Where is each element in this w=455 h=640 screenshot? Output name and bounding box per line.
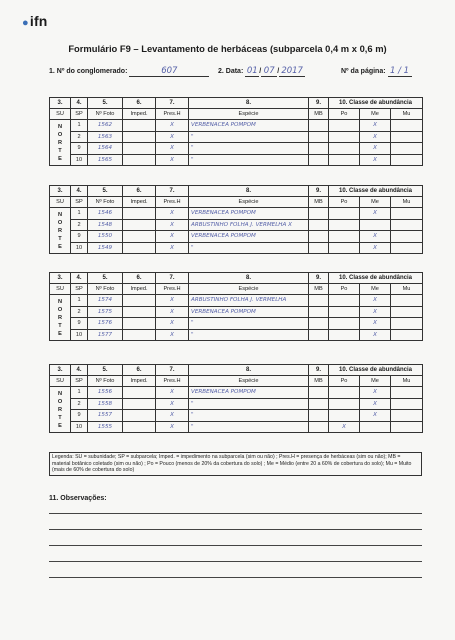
especie-cell[interactable]: VERBENACEA POMPOM [189,208,309,220]
foto-cell[interactable]: 1577 [88,329,123,341]
me-cell[interactable]: X [360,410,391,422]
po-header: Po [329,284,360,295]
su-table [49,97,423,166]
mu-cell[interactable] [391,306,423,318]
especie-cell[interactable]: VERBENACEA POMPOM [189,387,309,399]
table-row [50,143,423,155]
mb-cell[interactable] [309,154,329,166]
especie-cell[interactable]: ARBUSTINHO FOLHA J. VERMELHA X [189,219,309,231]
pres-header: Pres.H [156,284,189,295]
mb-cell[interactable] [309,421,329,433]
column-number: 7. [156,273,189,284]
column-number: 7. [156,365,189,376]
column-number: 4. [71,186,88,197]
su-norte-cell [50,208,71,254]
mu-cell[interactable] [391,219,423,231]
form-title: Formulário F9 – Levantamento de herbáceas (subparcela 0,4 m x 0,6 m) [68,43,387,54]
pres-cell[interactable]: X [156,231,189,243]
column-number: 5. [88,186,123,197]
me-cell[interactable]: X [360,329,391,341]
su-letter: O [57,219,63,226]
mu-cell[interactable] [391,242,423,254]
foto-cell[interactable]: 1548 [88,219,123,231]
mb-cell[interactable] [309,410,329,422]
imped-cell[interactable] [123,131,156,143]
po-cell[interactable] [329,154,360,166]
mb-header: MB [309,109,329,120]
page-number-field [341,66,412,77]
po-cell[interactable] [329,318,360,330]
table-row [50,410,423,422]
mu-cell[interactable] [391,120,423,132]
pres-cell[interactable]: X [156,421,189,433]
mu-cell[interactable] [391,131,423,143]
foto-header: Nº Foto [88,109,123,120]
pres-cell[interactable]: X [156,387,189,399]
imped-cell[interactable] [123,219,156,231]
table-row [50,131,423,143]
especie-cell[interactable]: VERBENACEA POMPOM [189,231,309,243]
su-header: SU [50,284,71,295]
me-cell[interactable]: X [360,295,391,307]
me-cell[interactable]: X [360,318,391,330]
sp-header: SP [71,284,88,295]
po-cell[interactable] [329,231,360,243]
abundance-header: 10. Classe de abundância [329,365,423,376]
me-cell[interactable]: X [360,398,391,410]
sp-cell: 1 [71,208,88,220]
column-number: 4. [71,365,88,376]
mu-header: Mu [391,376,423,387]
su-letter: T [58,322,62,329]
column-number: 6. [123,186,156,197]
column-number: 5. [88,365,123,376]
sp-cell: 10 [71,154,88,166]
su-letter: R [57,139,63,146]
mu-cell[interactable] [391,143,423,155]
table-row [50,154,423,166]
imped-cell[interactable] [123,329,156,341]
sp-header: SP [71,109,88,120]
table-row [50,295,423,307]
mu-cell[interactable] [391,231,423,243]
sp-cell: 1 [71,120,88,132]
foto-cell[interactable]: 1556 [88,387,123,399]
sp-cell: 10 [71,329,88,341]
column-number: 7. [156,186,189,197]
sp-cell: 2 [71,306,88,318]
abundance-header: 10. Classe de abundância [329,186,423,197]
me-cell[interactable]: X [360,208,391,220]
mu-cell[interactable] [391,398,423,410]
pres-cell[interactable]: X [156,143,189,155]
especie-cell[interactable]: " [189,318,309,330]
especie-cell[interactable]: " [189,131,309,143]
pres-cell[interactable]: X [156,208,189,220]
mb-cell[interactable] [309,387,329,399]
pres-cell[interactable]: X [156,329,189,341]
mu-cell[interactable] [391,295,423,307]
sp-cell: 2 [71,398,88,410]
su-letter: N [57,123,63,130]
especie-cell[interactable]: " [189,410,309,422]
column-number: 6. [123,273,156,284]
me-cell[interactable] [360,421,391,433]
legend: Legenda: SU = subunidade; SP = subparcela; Imped. = impedimento na subparcela (sim ou não) ; Pres.H = presença de herbáceas (sim ou não); MB = material botânico coletado (sim ou não) ; Po = Pouco (menos de 20% da cobertura do solo) ; Me = Médio (entre 20 a 60% de cobertura do solo); Mu = Muito (mais de 60% de cobertura do solo) [49,452,422,476]
especie-header: Espécie [189,109,309,120]
foto-cell[interactable]: 1557 [88,410,123,422]
imped-cell[interactable] [123,143,156,155]
su-header: SU [50,376,71,387]
me-cell[interactable]: X [360,154,391,166]
mb-cell[interactable] [309,329,329,341]
mu-cell[interactable] [391,421,423,433]
column-number: 9. [309,365,329,376]
especie-cell[interactable]: VERBENACEA POMPOM [189,306,309,318]
imped-cell[interactable] [123,306,156,318]
pres-cell[interactable]: X [156,410,189,422]
su-header: SU [50,109,71,120]
sp-header: SP [71,197,88,208]
conglomerado-field [49,66,209,77]
especie-header: Espécie [189,376,309,387]
su-table [49,364,423,433]
po-cell[interactable] [329,120,360,132]
mb-cell[interactable] [309,318,329,330]
mu-header: Mu [391,109,423,120]
su-letter: N [57,298,63,305]
imped-header: Imped. [123,376,156,387]
foto-cell[interactable]: 1550 [88,231,123,243]
mu-header: Mu [391,197,423,208]
imped-cell[interactable] [123,295,156,307]
su-letter: N [57,390,63,397]
su-table [49,185,423,254]
mu-header: Mu [391,284,423,295]
sp-cell: 9 [71,143,88,155]
observacoes-line[interactable] [49,513,422,514]
observacoes-line[interactable] [49,561,422,562]
sp-cell: 10 [71,421,88,433]
mb-cell[interactable] [309,131,329,143]
su-letter: O [57,398,63,405]
pres-cell[interactable]: X [156,318,189,330]
sp-cell: 9 [71,318,88,330]
pres-cell[interactable]: X [156,398,189,410]
page-number-value[interactable]: 1 / 1 [388,66,412,77]
mb-header: MB [309,197,329,208]
foto-cell[interactable]: 1564 [88,143,123,155]
mb-cell[interactable] [309,398,329,410]
mb-header: MB [309,376,329,387]
me-cell[interactable]: X [360,306,391,318]
pres-cell[interactable]: X [156,219,189,231]
me-cell[interactable]: X [360,143,391,155]
foto-cell[interactable]: 1549 [88,242,123,254]
su-letter: T [58,147,62,154]
su-letter: R [57,406,63,413]
imped-cell[interactable] [123,120,156,132]
column-number: 6. [123,98,156,109]
su-letter: E [58,243,62,250]
page-number-label: Nº da página: [341,68,386,75]
mb-cell[interactable] [309,143,329,155]
column-number: 9. [309,98,329,109]
foto-cell[interactable]: 1576 [88,318,123,330]
mu-cell[interactable] [391,154,423,166]
table-row [50,242,423,254]
foto-header: Nº Foto [88,376,123,387]
me-header: Me [360,197,391,208]
foto-cell[interactable]: 1565 [88,154,123,166]
po-cell[interactable] [329,410,360,422]
column-number: 8. [189,273,309,284]
su-header: SU [50,197,71,208]
table-row [50,398,423,410]
imped-cell[interactable] [123,242,156,254]
column-number: 9. [309,186,329,197]
foto-header: Nº Foto [88,197,123,208]
mu-cell[interactable] [391,208,423,220]
especie-cell[interactable]: VERBENACEA POMPOM [189,120,309,132]
mb-cell[interactable] [309,208,329,220]
sp-header: SP [71,376,88,387]
mu-cell[interactable] [391,318,423,330]
po-cell[interactable] [329,306,360,318]
abundance-header: 10. Classe de abundância [329,98,423,109]
abundance-header: 10. Classe de abundância [329,273,423,284]
su-letter: E [58,330,62,337]
me-header: Me [360,284,391,295]
imped-cell[interactable] [123,231,156,243]
column-number: 5. [88,98,123,109]
me-cell[interactable]: X [360,387,391,399]
especie-cell[interactable]: " [189,398,309,410]
foto-cell[interactable]: 1562 [88,120,123,132]
imped-cell[interactable] [123,398,156,410]
especie-header: Espécie [189,284,309,295]
pres-cell[interactable]: X [156,295,189,307]
column-number: 6. [123,365,156,376]
foto-cell[interactable]: 1558 [88,398,123,410]
mb-cell[interactable] [309,242,329,254]
me-header: Me [360,109,391,120]
sp-cell: 2 [71,219,88,231]
mb-header: MB [309,284,329,295]
po-cell[interactable] [329,219,360,231]
mb-cell[interactable] [309,295,329,307]
mu-cell[interactable] [391,387,423,399]
su-letter: T [58,414,62,421]
foto-cell[interactable]: 1563 [88,131,123,143]
column-number: 8. [189,186,309,197]
observacoes-line[interactable] [49,577,422,578]
date-day[interactable]: 01 [246,66,258,76]
po-cell[interactable] [329,398,360,410]
column-number: 3. [50,365,71,376]
mu-cell[interactable] [391,410,423,422]
column-number: 8. [189,365,309,376]
column-number: 5. [88,273,123,284]
foto-cell[interactable]: 1574 [88,295,123,307]
observacoes-label: 11. Observações: [49,495,107,502]
especie-cell[interactable]: " [189,242,309,254]
logo-mark-icon: ● [22,17,29,29]
po-cell[interactable] [329,329,360,341]
su-letter: T [58,235,62,242]
po-header: Po [329,197,360,208]
ifn-logo [22,13,48,29]
date-year[interactable]: 2017 [279,66,305,77]
pres-cell[interactable]: X [156,306,189,318]
imped-header: Imped. [123,197,156,208]
pres-header: Pres.H [156,197,189,208]
imped-cell[interactable] [123,318,156,330]
pres-cell[interactable]: X [156,242,189,254]
mu-cell[interactable] [391,329,423,341]
me-cell[interactable]: X [360,120,391,132]
su-norte-cell [50,120,71,166]
su-letter: R [57,227,63,234]
mb-cell[interactable] [309,231,329,243]
column-number: 9. [309,273,329,284]
table-row [50,421,423,433]
column-number: 8. [189,98,309,109]
sp-cell: 2 [71,131,88,143]
foto-cell[interactable]: 1575 [88,306,123,318]
su-letter: E [58,422,62,429]
sp-cell: 9 [71,410,88,422]
table-row [50,387,423,399]
table-row [50,231,423,243]
column-number: 3. [50,186,71,197]
observacoes-line[interactable] [49,545,422,546]
especie-cell[interactable]: " [189,329,309,341]
especie-cell[interactable]: " [189,421,309,433]
su-letter: O [57,131,63,138]
po-cell[interactable] [329,242,360,254]
column-number: 4. [71,273,88,284]
me-cell[interactable]: X [360,242,391,254]
table-row [50,318,423,330]
imped-header: Imped. [123,284,156,295]
conglomerado-label: 1. Nº do conglomerado: [49,68,128,75]
su-letter: E [58,155,62,162]
po-cell[interactable]: X [329,421,360,433]
po-cell[interactable] [329,295,360,307]
logo-text: ifn [29,13,48,29]
pres-cell[interactable]: X [156,131,189,143]
sp-cell: 9 [71,231,88,243]
me-cell[interactable]: X [360,131,391,143]
sp-cell: 10 [71,242,88,254]
me-cell[interactable] [360,219,391,231]
su-letter: O [57,306,63,313]
date-field: 2. Data: 01 / 07 / 2017 [218,66,305,77]
table-row [50,306,423,318]
po-cell[interactable] [329,208,360,220]
pres-cell[interactable]: X [156,154,189,166]
po-header: Po [329,109,360,120]
po-cell[interactable] [329,131,360,143]
po-cell[interactable] [329,143,360,155]
su-norte-cell [50,387,71,433]
especie-header: Espécie [189,197,309,208]
mb-cell[interactable] [309,306,329,318]
foto-cell[interactable]: 1555 [88,421,123,433]
column-number: 3. [50,98,71,109]
imped-cell[interactable] [123,387,156,399]
pres-header: Pres.H [156,376,189,387]
foto-header: Nº Foto [88,284,123,295]
imped-header: Imped. [123,109,156,120]
mb-cell[interactable] [309,120,329,132]
date-month[interactable]: 07 [261,66,277,77]
especie-cell[interactable]: " [189,154,309,166]
imped-cell[interactable] [123,421,156,433]
su-letter: R [57,314,63,321]
me-header: Me [360,376,391,387]
conglomerado-value[interactable]: 607 [129,66,209,77]
sp-cell: 1 [71,295,88,307]
table-row [50,329,423,341]
su-norte-cell [50,295,71,341]
mb-cell[interactable] [309,219,329,231]
table-row [50,208,423,220]
pres-cell[interactable]: X [156,120,189,132]
date-label: 2. Data: [218,68,244,75]
observacoes-line[interactable] [49,529,422,530]
su-table [49,272,423,341]
po-cell[interactable] [329,387,360,399]
imped-cell[interactable] [123,410,156,422]
imped-cell[interactable] [123,208,156,220]
pres-header: Pres.H [156,109,189,120]
me-cell[interactable]: X [360,231,391,243]
especie-cell[interactable]: ARBUSTINHO FOLHA J. VERMELHA [189,295,309,307]
column-number: 4. [71,98,88,109]
column-number: 3. [50,273,71,284]
column-number: 7. [156,98,189,109]
table-row [50,219,423,231]
foto-cell[interactable]: 1546 [88,208,123,220]
su-letter: N [57,211,63,218]
especie-cell[interactable]: " [189,143,309,155]
po-header: Po [329,376,360,387]
sp-cell: 1 [71,387,88,399]
imped-cell[interactable] [123,154,156,166]
table-row [50,120,423,132]
